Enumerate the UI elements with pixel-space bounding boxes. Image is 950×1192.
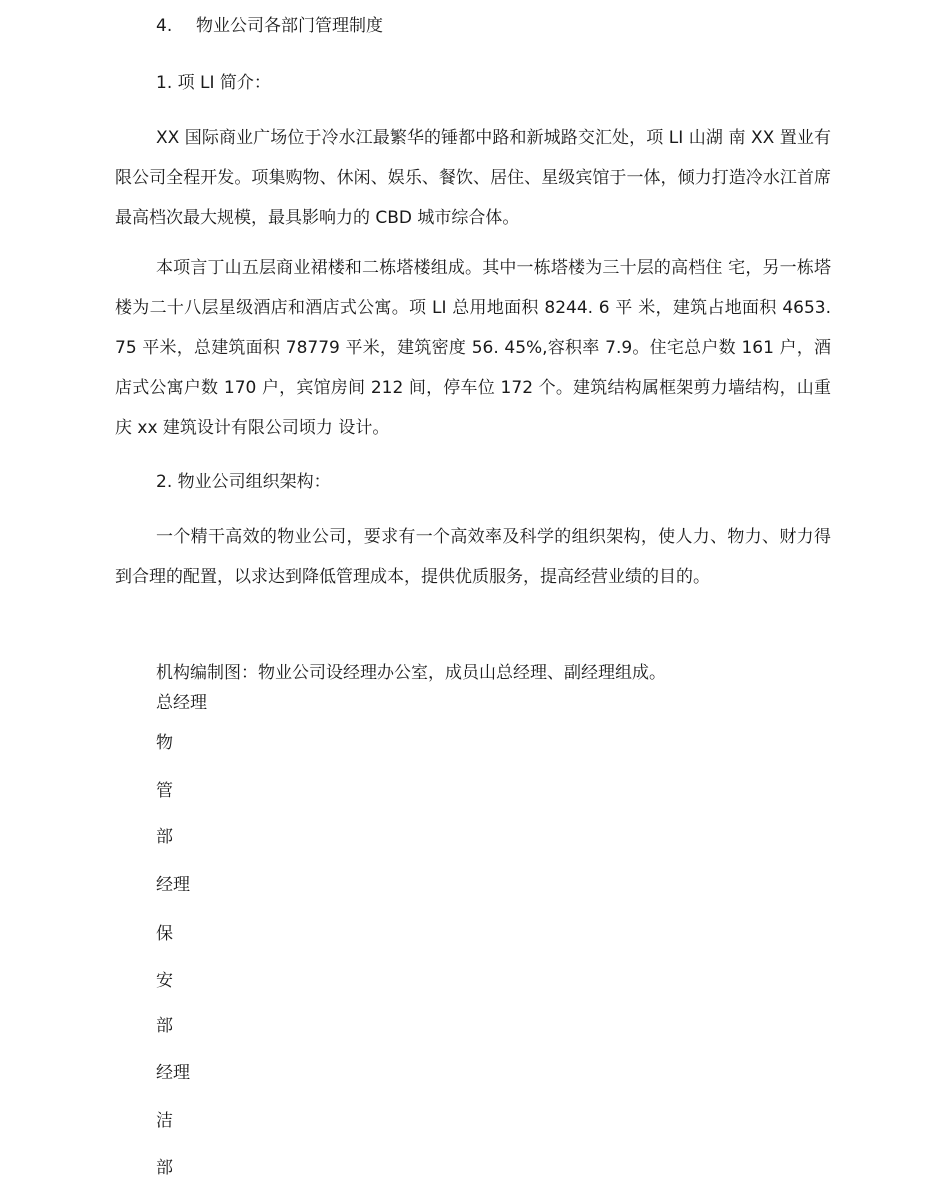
section2-title: 2. 物业公司组织架构： bbox=[156, 472, 331, 492]
org-chart-item: 保 bbox=[156, 924, 173, 944]
org-chart-item: 部 bbox=[156, 1158, 173, 1178]
section1-paragraph-2: 本项言丁山五层商业裙楼和二栋塔楼组成。其中一栋塔楼为三十层的高档住 宅，另一栋塔楼为二十八层星级酒店和酒店式公寓。项 LI 总用地面积 8244. 6 平 米，建筑占地面积 4653. 75 平米，总建筑面积 78779 平米，建筑密度 56. 45%,容积率 7.9。住宅总户数 161 户，酒店式公寓户数 170 户，宾馆房间 212 间，停车位 172 个。建筑结构属框架剪力墙结构，山重庆 xx 建筑设计有限公司顷力 设计。 bbox=[115, 258, 831, 438]
org-chart-item: 管 bbox=[156, 781, 173, 801]
document-heading bbox=[156, 15, 383, 37]
org-chart-top: 总经理 bbox=[156, 693, 207, 713]
section2-paragraph-1: 一个精干高效的物业公司，要求有一个高效率及科学的组织架构，使人力、物力、财力得到合理的配置，以求达到降低管理成本，提供优质服务，提高经营业绩的目的。 bbox=[115, 527, 831, 587]
heading-text: 物业公司各部门管理制度 bbox=[196, 16, 383, 36]
section1-paragraph-1: XX 国际商业广场位于冷水江最繁华的锤都中路和新城路交汇处，项 LI 山湖 南 XX 置业有限公司全程开发。项集购物、休闲、娱乐、餐饮、居住、星级宾馆于一体，倾力打造冷水江首席最高档次最大规模，最具影响力的 CBD 城市综合体。 bbox=[115, 128, 831, 228]
section1-title: 1. 项 LI 简介： bbox=[156, 73, 271, 93]
org-chart-item: 部 bbox=[156, 1016, 173, 1036]
org-chart-intro: 机构编制图：物业公司设经理办公室，成员山总经理、副经理组成。 bbox=[156, 663, 666, 683]
org-chart-item: 经理 bbox=[156, 1063, 190, 1083]
org-chart-item: 物 bbox=[156, 733, 173, 753]
org-chart-item: 经理 bbox=[156, 875, 190, 895]
org-chart-item: 安 bbox=[156, 971, 173, 991]
org-chart-item: 洁 bbox=[156, 1111, 173, 1131]
heading-number: 4. bbox=[156, 16, 173, 36]
org-chart-item: 部 bbox=[156, 827, 173, 847]
